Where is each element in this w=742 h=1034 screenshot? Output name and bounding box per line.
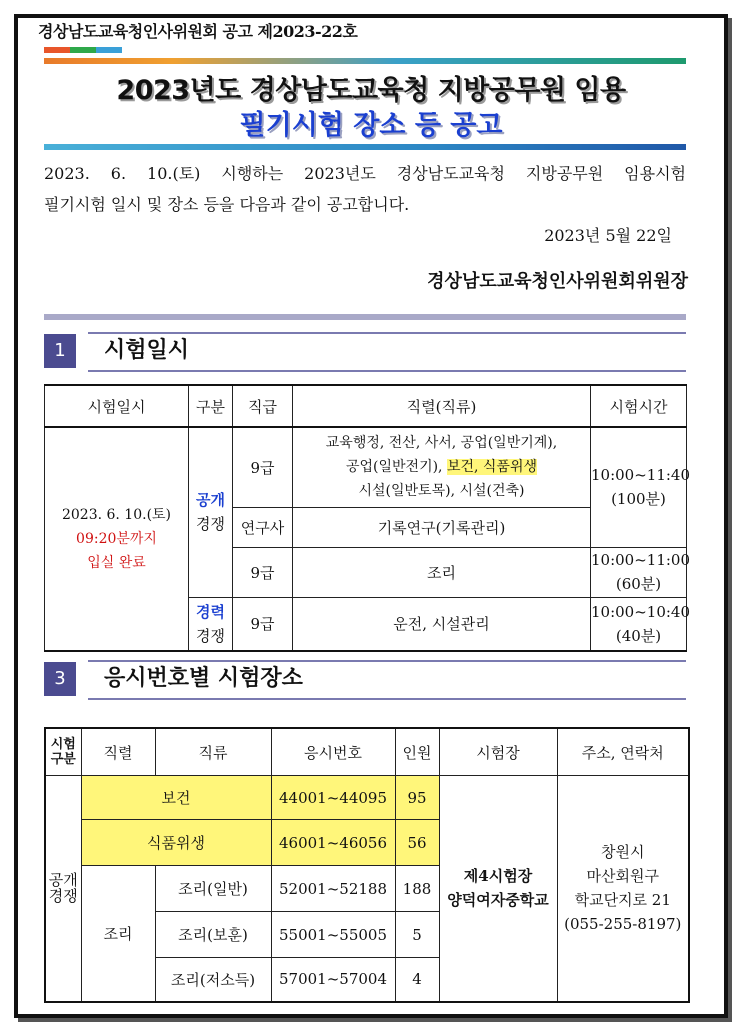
- table-header-row: [45, 385, 687, 427]
- series-line: 시설(일반토목), 시설(건축): [358, 483, 525, 500]
- grade-cell: 9급: [233, 427, 293, 507]
- series-text: 공업(일반전기),: [345, 459, 447, 476]
- series-line: 교육행정, 전산, 사서, 공업(일반기계),: [325, 435, 558, 452]
- header-cell: 구분: [189, 385, 233, 427]
- group-text: 경쟁: [48, 887, 78, 906]
- header-cell: [45, 728, 81, 776]
- intro-line-2: 필기시험 일시 및 장소 등을 다음과 같이 공고합니다.: [44, 195, 410, 214]
- series-line: [293, 455, 590, 479]
- group-career: 경력: [196, 602, 225, 621]
- series-cell: 보건: [81, 776, 271, 820]
- group-open: 공개: [196, 491, 225, 510]
- series-cell: [293, 427, 591, 507]
- section-separator: [44, 314, 686, 320]
- header-cell: 인원: [395, 728, 439, 776]
- exam-datetime-cell: [45, 427, 189, 651]
- header-cell: 시험시간: [591, 385, 687, 427]
- exam-date: 2023. 6. 10.(토): [61, 507, 172, 523]
- header-cell: 직렬(직류): [293, 385, 591, 427]
- title-bottom-rule: [44, 144, 686, 150]
- venue-school: 양덕여자중학교: [447, 891, 549, 910]
- series-highlight: 보건, 식품위생: [446, 459, 537, 476]
- group-cell: [189, 597, 233, 651]
- count-cell: 5: [395, 912, 439, 958]
- entry-deadline: 09:20분까지: [76, 531, 157, 547]
- series-cell: 운전, 시설관리: [293, 597, 591, 651]
- venue-name: 제4시험장: [463, 867, 533, 886]
- grade-cell: 연구사: [233, 507, 293, 547]
- entry-complete: 입실 완료: [87, 555, 146, 571]
- count-cell: 95: [395, 776, 439, 820]
- intro-line-1: 2023. 6. 10.(토) 시행하는 2023년도 경상남도교육청 지방공무원 임용시험: [44, 164, 686, 183]
- subseries-cell: 조리(일반): [155, 866, 271, 912]
- time-cell: [591, 597, 691, 651]
- table-row: [45, 776, 689, 820]
- series-cell: 기록연구(기록관리): [293, 507, 591, 547]
- group-cell: [189, 427, 233, 597]
- section-1-header: [44, 334, 694, 370]
- page-title: 2023년도 경상남도교육청 지방공무원 임용: [116, 75, 626, 106]
- group-text: 공개: [48, 871, 78, 890]
- number-range-cell: 57001~57004: [271, 958, 395, 1002]
- count-cell: 188: [395, 866, 439, 912]
- subseries-cell: 조리(저소득): [155, 958, 271, 1002]
- number-range-cell: 55001~55005: [271, 912, 395, 958]
- table-row: [45, 427, 687, 507]
- group-open-suffix: 경쟁: [196, 515, 225, 534]
- signer: 경상남도교육청인사위원회위원장: [427, 271, 688, 292]
- color-bar: [44, 47, 122, 53]
- section-title: 시험일시: [104, 338, 190, 363]
- section-number: 3: [44, 662, 76, 696]
- subseries-cell: 조리(보훈): [155, 912, 271, 958]
- address-line: 창원시: [601, 843, 645, 862]
- header-cell: 주소, 연락처: [557, 728, 689, 776]
- count-cell: 56: [395, 820, 439, 866]
- time-cell: [591, 427, 691, 547]
- header-cell: 응시번호: [271, 728, 395, 776]
- notice-date: 2023년 5월 22일: [544, 226, 672, 245]
- title-top-rule: [44, 58, 686, 64]
- section-number: 1: [44, 334, 76, 368]
- section-rule: [88, 370, 686, 372]
- address-line: 학교단지로 21: [574, 891, 671, 910]
- count-cell: 4: [395, 958, 439, 1002]
- header-cell: 시험장: [439, 728, 557, 776]
- address-cell: [557, 776, 689, 1002]
- exam-duration: (100분): [611, 490, 666, 509]
- exam-schedule-table: [44, 384, 691, 652]
- grade-cell: 9급: [233, 547, 293, 597]
- group-cell: [45, 776, 81, 1002]
- header-cell: 직급: [233, 385, 293, 427]
- number-range-cell: 44001~44095: [271, 776, 395, 820]
- color-block-orange: [44, 47, 70, 53]
- exam-time: 10:00~10:40: [591, 602, 691, 621]
- exam-duration: (40분): [615, 626, 662, 645]
- header-text: 시험: [50, 737, 76, 752]
- series-cell: 식품위생: [81, 820, 271, 866]
- exam-time: 10:00~11:00: [591, 551, 691, 569]
- phone-number: (055-255-8197): [564, 915, 682, 934]
- table-header-row: [45, 728, 689, 776]
- header-cell: 시험일시: [45, 385, 189, 427]
- section-rule: [88, 698, 686, 700]
- header-cell: 직렬: [81, 728, 155, 776]
- number-range-cell: 46001~46056: [271, 820, 395, 866]
- header-text: 구분: [50, 752, 76, 767]
- exam-venue-table: [44, 727, 690, 1003]
- address-line: 마산회원구: [586, 867, 659, 886]
- section-title: 응시번호별 시험장소: [104, 666, 303, 691]
- notice-number: 경상남도교육청인사위원회 공고 제2023-22호: [38, 22, 358, 41]
- grade-cell: 9급: [233, 597, 293, 651]
- number-range-cell: 52001~52188: [271, 866, 395, 912]
- exam-time: 10:00~11:40: [591, 466, 691, 485]
- exam-duration: (60분): [615, 575, 662, 593]
- group-career-suffix: 경쟁: [196, 626, 225, 645]
- page-subtitle: 필기시험 장소 등 공고: [239, 110, 503, 141]
- series-cell: 조리: [293, 547, 591, 597]
- series-cell: 조리: [81, 866, 155, 1002]
- header-cell: 직류: [155, 728, 271, 776]
- color-block-green: [70, 47, 96, 53]
- color-block-blue: [96, 47, 122, 53]
- venue-cell: [439, 776, 557, 1002]
- time-cell: [591, 547, 691, 597]
- section-3-header: [44, 662, 694, 698]
